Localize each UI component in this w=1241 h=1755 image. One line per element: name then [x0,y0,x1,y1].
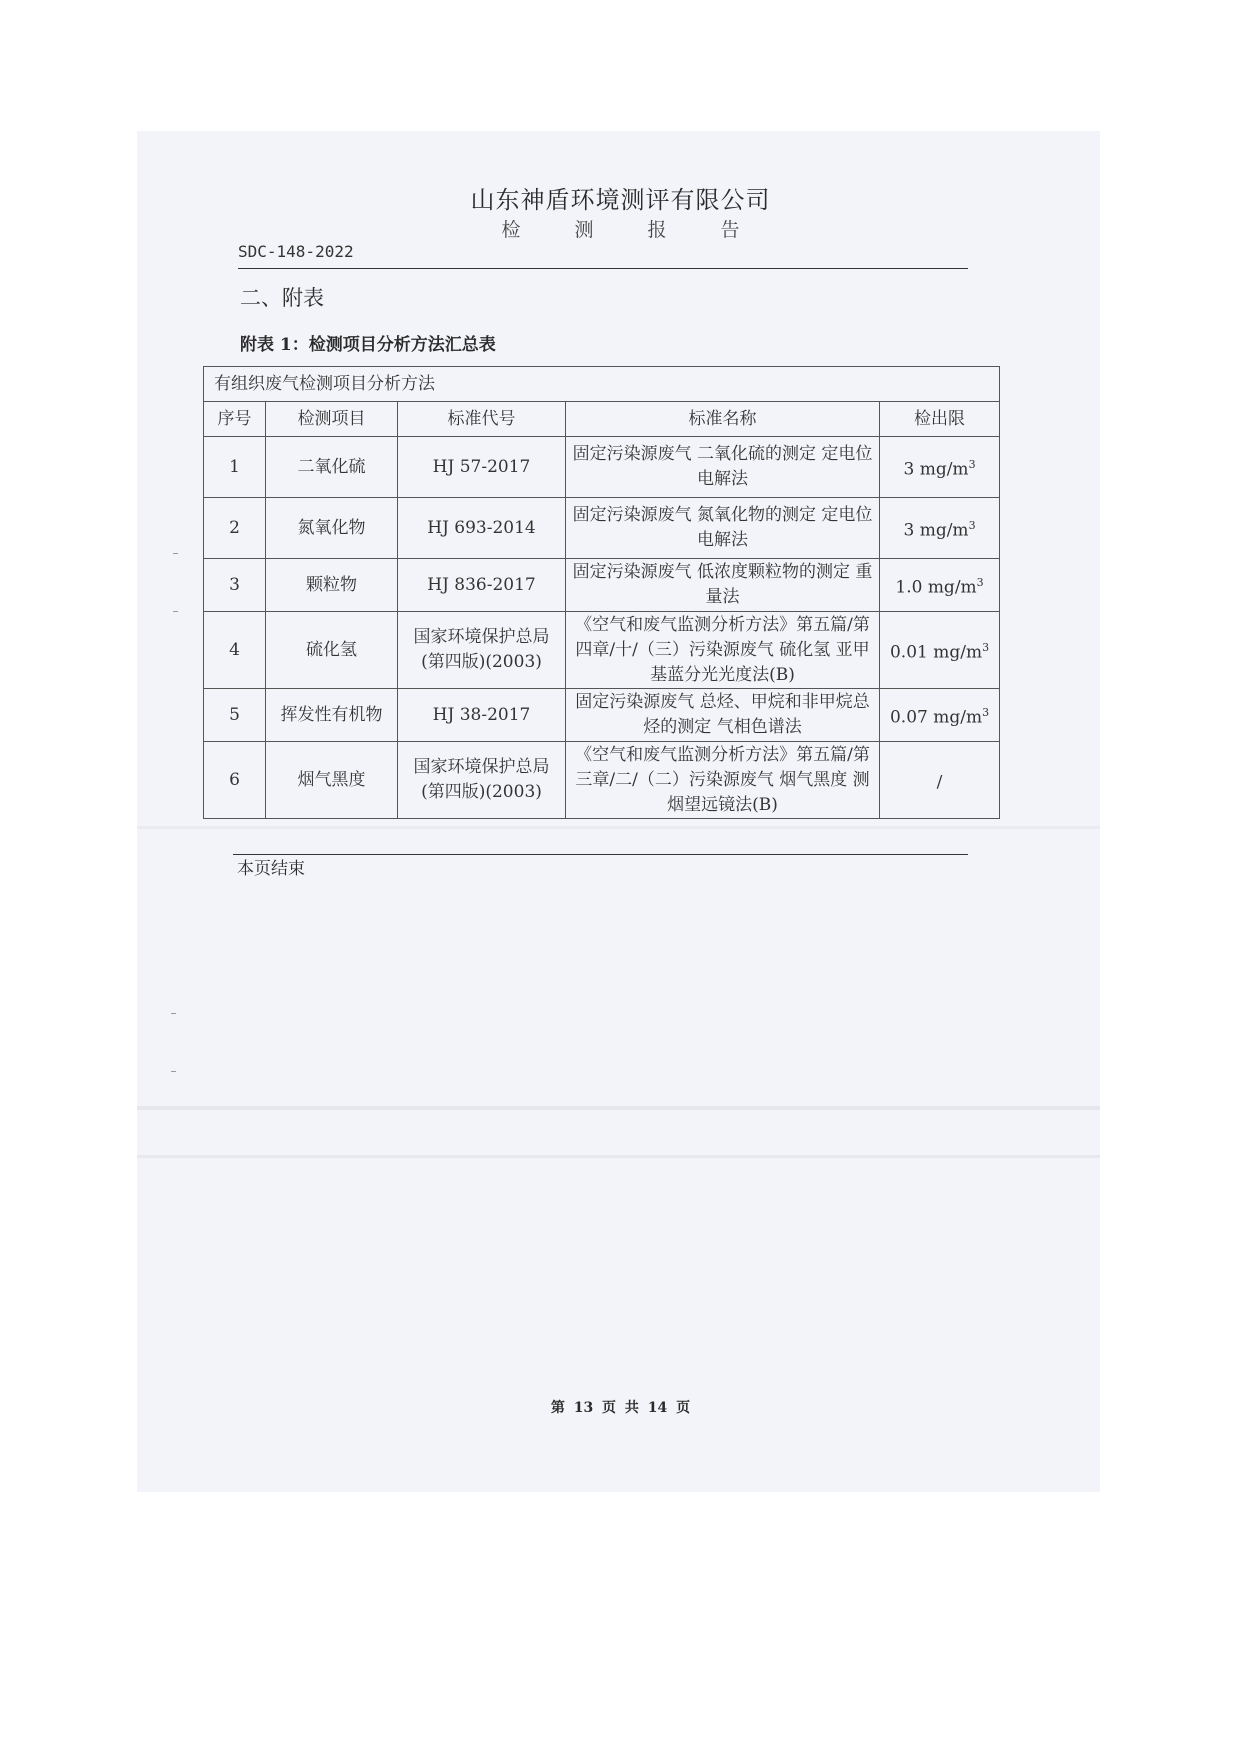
detection-limit-exponent: 3 [982,705,990,719]
standard-code-cell: HJ 57-2017 [398,437,566,498]
row-number-cell: 6 [204,742,266,819]
item-cell: 氮氧化物 [266,498,398,559]
standard-name-cell: 固定污染源废气 氮氧化物的测定 定电位电解法 [566,498,880,559]
row-number-cell: 3 [204,559,266,612]
standard-name-cell: 固定污染源废气 低浓度颗粒物的测定 重量法 [566,559,880,612]
detection-limit-value: 0.01 mg/m [889,642,983,663]
item-cell: 挥发性有机物 [266,689,398,742]
standard-code-cell: 国家环境保护总局 (第四版)(2003) [398,612,566,689]
table-caption: 附表 1：检测项目分析方法汇总表 [240,335,496,355]
standard-code-cell: 国家环境保护总局 (第四版)(2003) [398,742,566,819]
standard-name-cell: 固定污染源废气 二氧化硫的测定 定电位电解法 [566,437,880,498]
detection-limit-value: 0.07 mg/m [889,707,983,728]
detection-limit-exponent: 3 [976,575,984,589]
detection-limit-exponent: 3 [982,640,990,654]
standard-name-cell: 固定污染源废气 总烃、甲烷和非甲烷总烃的测定 气相色谱法 [566,689,880,742]
column-header: 序号 [204,402,266,437]
detection-limit-cell [880,689,1000,742]
scan-mark [171,1013,176,1014]
column-header: 检出限 [880,402,1000,437]
detection-limit-cell [880,742,1000,819]
row-number-cell: 2 [204,498,266,559]
detection-limit-value: 3 mg/m [903,520,969,541]
standard-code-cell: HJ 836-2017 [398,559,566,612]
column-header: 标准名称 [566,402,880,437]
table-row [204,742,1000,819]
footer-rule [233,854,968,855]
detection-limit-exponent: 3 [968,457,976,471]
table-row [204,612,1000,689]
standard-name-cell: 《空气和废气监测分析方法》第五篇/第三章/二/（二）污染源废气 烟气黑度 测烟望远镜法(B) [566,742,880,819]
detection-limit-exponent: 3 [968,518,976,532]
item-cell: 二氧化硫 [266,437,398,498]
company-name: 山东神盾环境测评有限公司 [470,186,771,214]
page-number: 第 13 页 共 14 页 [550,1400,691,1416]
detection-limit-cell [880,437,1000,498]
table-row [204,689,1000,742]
methods-table [203,366,1000,819]
scan-mark [171,1071,176,1072]
table-group-row [204,367,1000,402]
row-number-cell: 5 [204,689,266,742]
paper-fold-line [137,1155,1100,1158]
page-end-note: 本页结束 [237,859,305,879]
section-title: 二、附表 [240,286,324,310]
table-group-title: 有组织废气检测项目分析方法 [204,367,1000,402]
table-header-row [204,402,1000,437]
document-number: SDC-148-2022 [238,242,354,261]
header-rule [238,268,968,269]
item-cell: 烟气黑度 [266,742,398,819]
table-row [204,498,1000,559]
table-row [204,437,1000,498]
detection-limit-cell [880,498,1000,559]
table-row [204,559,1000,612]
column-header: 检测项目 [266,402,398,437]
paper-fold-line [137,826,1100,829]
standard-code-cell: HJ 693-2014 [398,498,566,559]
detection-limit-value: 3 mg/m [903,459,969,480]
detection-limit-value: / [936,772,943,793]
column-header: 标准代号 [398,402,566,437]
item-cell: 颗粒物 [266,559,398,612]
row-number-cell: 1 [204,437,266,498]
paper-fold-line [137,1106,1100,1110]
detection-limit-cell [880,612,1000,689]
scan-mark [173,553,178,554]
scan-mark [173,611,178,612]
detection-limit-cell [880,559,1000,612]
item-cell: 硫化氢 [266,612,398,689]
row-number-cell: 4 [204,612,266,689]
standard-name-cell: 《空气和废气监测分析方法》第五篇/第四章/十/（三）污染源废气 硫化氢 亚甲基蓝分光光度法(B) [566,612,880,689]
detection-limit-value: 1.0 mg/m [895,577,977,598]
standard-code-cell: HJ 38-2017 [398,689,566,742]
report-subtitle: 检 测 报 告 [501,219,764,241]
